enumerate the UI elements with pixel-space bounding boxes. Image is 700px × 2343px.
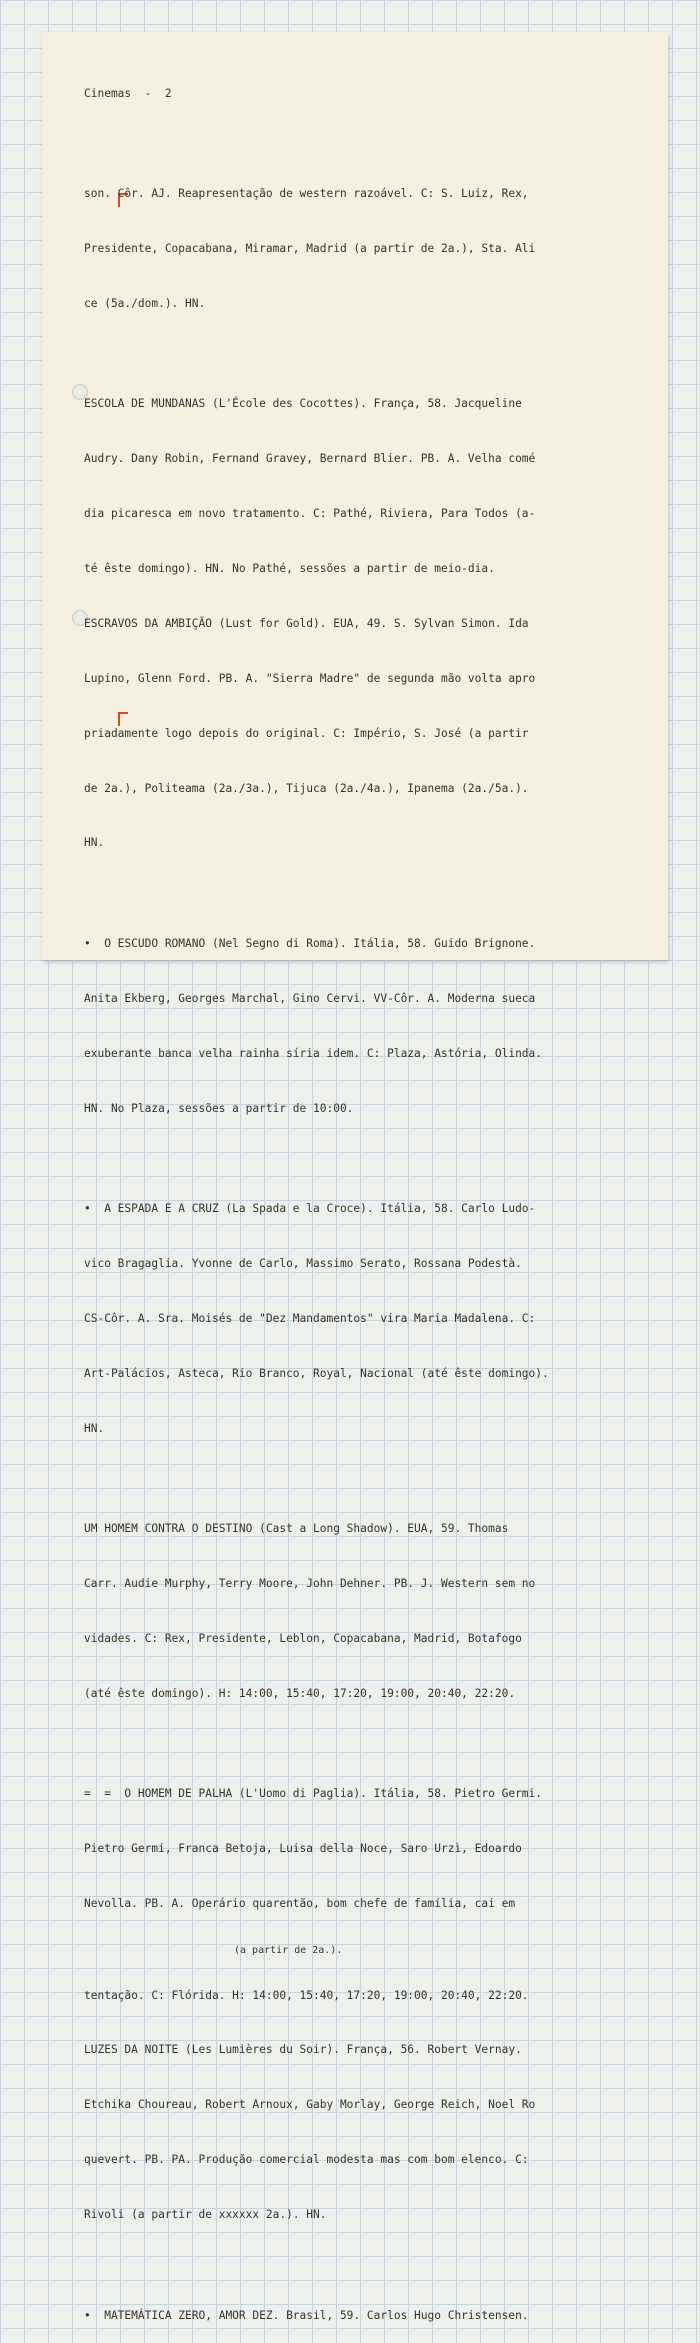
- text-line: quevert. PB. PA. Produção comercial modesta mas com bom elenco. C:: [84, 2153, 529, 2167]
- text-line: Rivoli (a partir de xxxxxx 2a.). HN.: [84, 2208, 327, 2222]
- text-line: (até êste domingo). H: 14:00, 15:40, 17:20, 19:00, 20:40, 22:20.: [84, 1686, 516, 1700]
- page-header: Cinemas - 2: [84, 86, 172, 100]
- text-line: dia picaresca em novo tratamento. C: Pathé, Riviera, Para Todos (a-: [84, 507, 536, 521]
- text-line: té êste domingo). HN. No Pathé, sessões a partir de meio-dia.: [84, 562, 495, 576]
- text-line: ce (5a./dom.). HN.: [84, 296, 206, 310]
- text-line: Pietro Germi, Franca Betoja, Luisa della Noce, Saro Urzì, Edoardo: [84, 1842, 522, 1856]
- text-line: priadamente logo depois do original. C: Império, S. José (a partir: [84, 726, 529, 740]
- text-line: vico Bragaglia. Yvonne de Carlo, Massimo Serato, Rossana Podestà.: [84, 1257, 522, 1270]
- text-line: CS-Côr. A. Sra. Moisés de "Dez Mandamentos" vira Maria Madalena. C:: [84, 1311, 536, 1325]
- text-line: HN.: [84, 1421, 105, 1435]
- entry-title-line: • A ESPADA E A CRUZ (La Spada e la Croce). Itália, 58. Carlo Ludo-: [84, 1202, 536, 1216]
- text-line: Nevolla. PB. A. Operário quarentão, bom chefe de família, cai em: [84, 1897, 516, 1911]
- text-line: Art-Palácios, Asteca, Rio Branco, Royal, Nacional (até êste domingo).: [84, 1366, 549, 1380]
- entry-title-line: ESCRAVOS DA AMBIÇÃO (Lust for Gold). EUA, 49. S. Sylvan Simon. Ida: [84, 616, 529, 630]
- entry-title-line: • O ESCUDO ROMANO (Nel Segno di Roma). Itália, 58. Guido Brignone.: [84, 936, 536, 950]
- entry-title-line: • MATEMÁTICA ZERO, AMOR DEZ. Brasil, 59. Carlos Hugo Christensen.: [84, 2308, 529, 2322]
- text-line: HN. No Plaza, sessões a partir de 10:00.: [84, 1101, 354, 1115]
- text-line: son. Côr. AJ. Reapresentação de western razoável. C: S. Luiz, Rex,: [84, 187, 529, 201]
- text-line: Anita Ekberg, Georges Marchal, Gino Cervi. VV-Côr. A. Moderna sueca: [84, 991, 536, 1005]
- text-line: de 2a.), Politeama (2a./3a.), Tijuca (2a./4a.), Ipanema (2a./5a.).: [84, 781, 529, 795]
- text-line: Etchika Choureau, Robert Arnoux, Gaby Morlay, George Reich, Noel Ro: [84, 2098, 536, 2112]
- text-line: exuberante banca velha rainha síria idem. C: Plaza, Astória, Olinda.: [84, 1046, 543, 1060]
- text-line: HN.: [84, 836, 105, 850]
- text-line: vidades. C: Rex, Presidente, Leblon, Copacabana, Madrid, Botafogo: [84, 1631, 522, 1645]
- typewritten-text: [84, 48, 549, 2343]
- text-line: Carr. Audie Murphy, Terry Moore, John Dehner. PB. J. Western sem no: [84, 1577, 536, 1591]
- entry-title-line: ESCOLA DE MUNDANAS (L'École des Cocottes). França, 58. Jacqueline: [84, 397, 522, 411]
- text-line: tentação. C: Flórida. H: 14:00, 15:40, 17:20, 19:00, 20:40, 22:20.: [84, 1988, 529, 2002]
- interlinear-correction: (a partir de 2a.).: [234, 1944, 343, 1956]
- entry-title-line: UM HOMEM CONTRA O DESTINO (Cast a Long Shadow). EUA, 59. Thomas: [84, 1522, 509, 1536]
- text-line: Lupino, Glenn Ford. PB. A. "Sierra Madre" de segunda mão volta apro: [84, 671, 536, 685]
- text-line: Audry. Dany Robin, Fernand Gravey, Bernard Blier. PB. A. Velha comé: [84, 452, 536, 466]
- entry-title-line: LUZES DA NOITE (Les Lumières du Soir). França, 56. Robert Vernay.: [84, 2043, 522, 2057]
- entry-title-line: = = O HOMEM DE PALHA (L'Uomo di Paglia). Itália, 58. Pietro Germi.: [84, 1787, 543, 1801]
- text-line: Presidente, Copacabana, Miramar, Madrid (a partir de 2a.), Sta. Ali: [84, 241, 536, 255]
